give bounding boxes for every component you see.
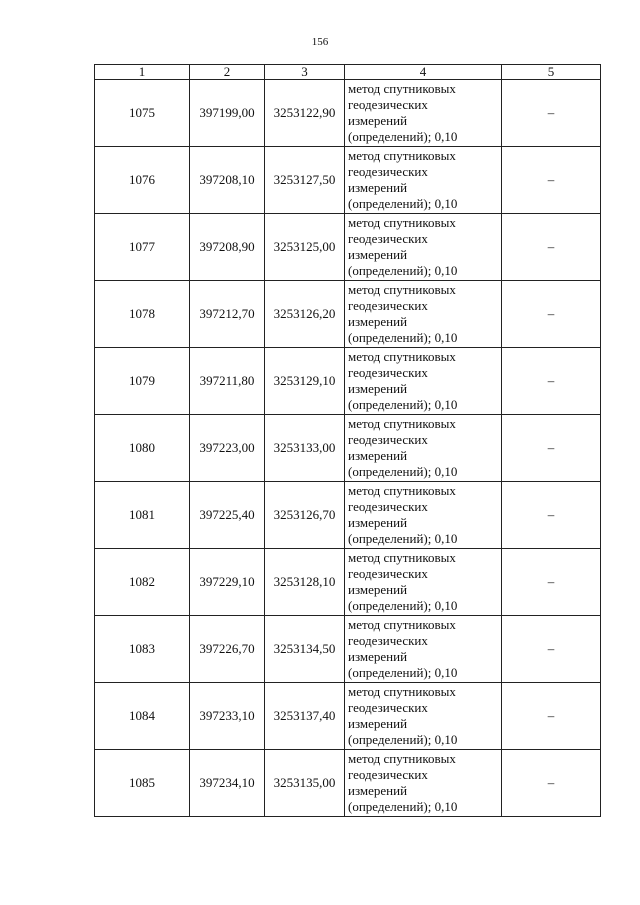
method-text-line: (определений); 0,10 [348,397,458,412]
y-coordinate-cell: 3253127,50 [265,147,345,214]
method-text-line: геодезических [348,700,428,715]
column-header-2: 2 [190,65,265,80]
y-coordinate-cell: 3253128,10 [265,549,345,616]
y-coordinate-cell: 3253125,00 [265,214,345,281]
column-header-1: 1 [95,65,190,80]
dash-cell: – [502,750,601,817]
method-text-line: геодезических [348,767,428,782]
method-text-line: измерений [348,783,408,798]
x-coordinate-cell: 397234,10 [190,750,265,817]
table-row [95,482,601,549]
table-row [95,549,601,616]
method-text-line: измерений [348,381,408,396]
dash-cell: – [502,683,601,750]
method-text-line: измерений [348,448,408,463]
method-text-line: метод спутниковых [348,81,456,96]
table-row [95,147,601,214]
column-header-3: 3 [265,65,345,80]
dash-cell: – [502,348,601,415]
method-text-line: (определений); 0,10 [348,665,458,680]
point-number-cell: 1077 [95,214,190,281]
point-number-cell: 1081 [95,482,190,549]
method-text-line: измерений [348,582,408,597]
method-text-line: геодезических [348,298,428,313]
y-coordinate-cell: 3253135,00 [265,750,345,817]
method-text-line: геодезических [348,164,428,179]
table-row [95,348,601,415]
x-coordinate-cell: 397229,10 [190,549,265,616]
point-number-cell: 1083 [95,616,190,683]
method-text-line: измерений [348,716,408,731]
method-cell [345,549,502,616]
table-header-row [95,65,601,80]
method-text-line: (определений); 0,10 [348,464,458,479]
method-text-line: измерений [348,180,408,195]
method-cell [345,80,502,147]
point-number-cell: 1085 [95,750,190,817]
method-cell [345,415,502,482]
page-number: 156 [311,36,329,48]
dash-cell: – [502,214,601,281]
dash-cell: – [502,616,601,683]
method-text-line: геодезических [348,365,428,380]
point-number-cell: 1082 [95,549,190,616]
point-number-cell: 1079 [95,348,190,415]
method-cell [345,147,502,214]
method-cell [345,281,502,348]
x-coordinate-cell: 397211,80 [190,348,265,415]
dash-cell: – [502,80,601,147]
method-text-line: геодезических [348,499,428,514]
point-number-cell: 1076 [95,147,190,214]
table-row [95,80,601,147]
method-text-line: (определений); 0,10 [348,330,458,345]
dash-cell: – [502,147,601,214]
dash-cell: – [502,549,601,616]
method-cell [345,482,502,549]
y-coordinate-cell: 3253126,20 [265,281,345,348]
point-number-cell: 1075 [95,80,190,147]
x-coordinate-cell: 397212,70 [190,281,265,348]
method-text-line: (определений); 0,10 [348,531,458,546]
dash-cell: – [502,281,601,348]
table-row [95,750,601,817]
y-coordinate-cell: 3253126,70 [265,482,345,549]
method-text-line: метод спутниковых [348,684,456,699]
method-text-line: (определений); 0,10 [348,129,458,144]
method-text-line: геодезических [348,231,428,246]
table-row [95,616,601,683]
x-coordinate-cell: 397199,00 [190,80,265,147]
column-header-5: 5 [502,65,601,80]
y-coordinate-cell: 3253134,50 [265,616,345,683]
method-cell [345,616,502,683]
method-text-line: измерений [348,649,408,664]
x-coordinate-cell: 397233,10 [190,683,265,750]
x-coordinate-cell: 397208,90 [190,214,265,281]
coordinates-table [94,64,601,817]
x-coordinate-cell: 397226,70 [190,616,265,683]
method-text-line: (определений); 0,10 [348,598,458,613]
dash-cell: – [502,482,601,549]
method-cell [345,348,502,415]
method-text-line: метод спутниковых [348,483,456,498]
method-text-line: метод спутниковых [348,349,456,364]
method-text-line: (определений); 0,10 [348,799,458,814]
method-text-line: метод спутниковых [348,148,456,163]
method-text-line: геодезических [348,566,428,581]
method-text-line: метод спутниковых [348,416,456,431]
method-text-line: (определений); 0,10 [348,196,458,211]
method-cell [345,683,502,750]
method-text-line: измерений [348,113,408,128]
column-header-4: 4 [345,65,502,80]
method-text-line: метод спутниковых [348,751,456,766]
y-coordinate-cell: 3253133,00 [265,415,345,482]
table-row [95,683,601,750]
point-number-cell: 1084 [95,683,190,750]
x-coordinate-cell: 397208,10 [190,147,265,214]
method-text-line: измерений [348,515,408,530]
method-cell [345,214,502,281]
point-number-cell: 1080 [95,415,190,482]
y-coordinate-cell: 3253122,90 [265,80,345,147]
method-text-line: измерений [348,247,408,262]
method-text-line: геодезических [348,432,428,447]
method-text-line: метод спутниковых [348,282,456,297]
method-cell [345,750,502,817]
table-row [95,214,601,281]
y-coordinate-cell: 3253137,40 [265,683,345,750]
method-text-line: метод спутниковых [348,550,456,565]
x-coordinate-cell: 397225,40 [190,482,265,549]
dash-cell: – [502,415,601,482]
method-text-line: измерений [348,314,408,329]
method-text-line: (определений); 0,10 [348,732,458,747]
table-row [95,281,601,348]
x-coordinate-cell: 397223,00 [190,415,265,482]
method-text-line: (определений); 0,10 [348,263,458,278]
method-text-line: геодезических [348,97,428,112]
method-text-line: метод спутниковых [348,215,456,230]
y-coordinate-cell: 3253129,10 [265,348,345,415]
point-number-cell: 1078 [95,281,190,348]
table-row [95,415,601,482]
method-text-line: геодезических [348,633,428,648]
method-text-line: метод спутниковых [348,617,456,632]
